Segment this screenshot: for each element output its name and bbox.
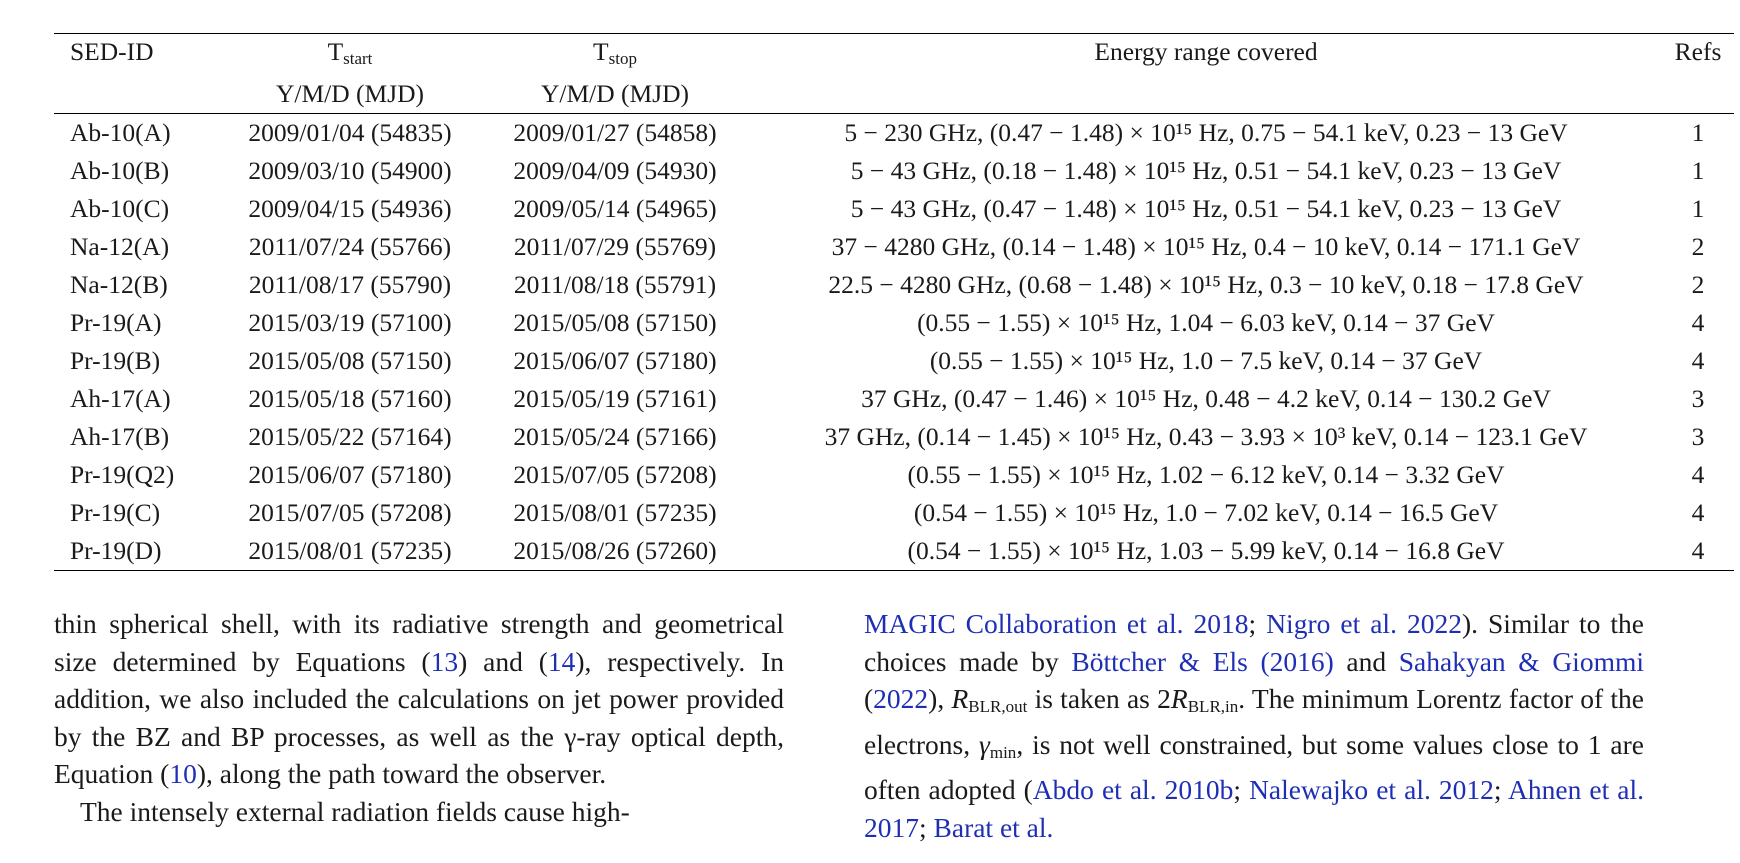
cell-refs: 2 xyxy=(1691,232,1705,261)
cell-refs: 1 xyxy=(1691,156,1705,185)
cell-t-stop: 2015/05/24 (57166) xyxy=(513,422,717,451)
cell-t-stop: 2015/05/19 (57161) xyxy=(513,384,717,413)
cell-t-stop: 2011/07/29 (55769) xyxy=(513,232,717,261)
table-row xyxy=(54,456,1734,494)
table-row xyxy=(54,266,1734,304)
cell-t-start: 2015/08/01 (57235) xyxy=(248,536,452,565)
cell-t-start: 2011/07/24 (55766) xyxy=(248,232,452,261)
left-paragraph-1: thin spherical shell, with its radiative strength and geometrical size determined by Equations (13) and (14), respectively. In addition, we also included the calculations on jet power provided by the BZ and BP processes, as well as the γ-ray optical depth, Equation (10), along the path toward the observer. xyxy=(54,608,784,790)
header-t-stop: $T_{stop}$ xyxy=(593,37,637,68)
cell-sed-id: Ah-17(A) xyxy=(70,384,171,413)
table-row xyxy=(54,304,1734,342)
cell-sed-id: Ab-10(C) xyxy=(70,194,170,223)
cell-t-stop: 2015/07/05 (57208) xyxy=(513,460,717,489)
equation-link-13[interactable]: 13 xyxy=(430,645,459,677)
citation-abdo-2010b[interactable]: Abdo et al. 2010b xyxy=(1032,774,1234,806)
citation-magic-2018[interactable]: MAGIC Collaboration et al. 2018 xyxy=(864,608,1249,639)
cell-t-start: 2015/06/07 (57180) xyxy=(248,460,452,489)
table-body xyxy=(54,114,1734,571)
cell-refs: 1 xyxy=(1691,118,1705,147)
cell-t-stop: 2015/08/26 (57260) xyxy=(513,536,717,565)
cell-energy: 5 − 43 GHz, (0.18 − 1.48) × 10¹⁵ Hz, 0.51 − 54.1 keV, 0.23 − 13 GeV xyxy=(850,156,1562,185)
header-energy: Energy range covered xyxy=(1094,37,1318,66)
cell-refs: 3 xyxy=(1691,384,1705,413)
cell-t-stop: 2011/08/18 (55791) xyxy=(513,270,717,299)
table-row xyxy=(54,380,1734,418)
cell-refs: 3 xyxy=(1691,422,1705,451)
cell-t-stop: 2015/08/01 (57235) xyxy=(513,498,717,527)
cell-sed-id: Ab-10(B) xyxy=(70,156,170,185)
cell-t-stop: 2009/01/27 (54858) xyxy=(513,118,717,147)
cell-energy: 5 − 230 GHz, (0.47 − 1.48) × 10¹⁵ Hz, 0.75 − 54.1 keV, 0.23 − 13 GeV xyxy=(844,118,1568,147)
cell-t-start: 2009/04/15 (54936) xyxy=(248,194,452,223)
table-row xyxy=(54,114,1734,153)
equation-link-10[interactable]: 10 xyxy=(169,758,197,790)
table-bottom-rule xyxy=(54,570,1734,571)
cell-t-stop: 2009/05/14 (54965) xyxy=(513,194,717,223)
cell-t-start: 2009/01/04 (54835) xyxy=(248,118,452,147)
cell-t-start: 2009/03/10 (54900) xyxy=(248,156,452,185)
cell-t-start: 2015/05/18 (57160) xyxy=(248,384,452,413)
table-row xyxy=(54,418,1734,456)
table-row xyxy=(54,152,1734,190)
cell-sed-id: Pr-19(Q2) xyxy=(70,460,175,489)
cell-t-stop: 2015/05/08 (57150) xyxy=(513,308,717,337)
cell-sed-id: Ah-17(B) xyxy=(70,422,170,451)
left-column xyxy=(54,605,784,831)
cell-refs: 4 xyxy=(1691,346,1705,375)
cell-t-start: 2015/05/22 (57164) xyxy=(248,422,452,451)
right-column xyxy=(864,605,1644,847)
citation-bottcher-els-2016[interactable]: Böttcher & Els (2016) xyxy=(1071,645,1334,677)
right-paragraph: MAGIC Collaboration et al. 2018; Nigro et al. 2022). Similar to the choices made by Böttcher & Els (2016) and Sahakyan & Giommi (2022), $R_{BLR,out}$ is taken as $2R_{BLR,in}$. The minimum Lorentz factor of the electrons, $\gamma_{min}$, is not well constrained, but some values close to 1 are often adopted (Abdo et al. 2010b; Nalewajko et al. 2012; Ahnen et al. 2017; Barat et al. xyxy=(864,608,1645,843)
header-stop-format: Y/M/D (MJD) xyxy=(480,77,750,114)
cell-energy: 22.5 − 4280 GHz, (0.68 − 1.48) × 10¹⁵ Hz, 0.3 − 10 keV, 0.18 − 17.8 GeV xyxy=(828,270,1584,299)
table-row xyxy=(54,190,1734,228)
citation-nigro-2022[interactable]: Nigro et al. 2022 xyxy=(1266,608,1462,639)
cell-t-start: 2015/05/08 (57150) xyxy=(248,346,452,375)
cell-sed-id: Pr-19(C) xyxy=(70,498,161,527)
table-row xyxy=(54,494,1734,532)
citation-barat[interactable]: Barat et al. xyxy=(933,811,1054,843)
cell-sed-id: Pr-19(A) xyxy=(70,308,162,337)
cell-energy: (0.55 − 1.55) × 10¹⁵ Hz, 1.0 − 7.5 keV, 0.14 − 37 GeV xyxy=(929,346,1483,375)
cell-sed-id: Pr-19(B) xyxy=(70,346,161,375)
header-refs: Refs xyxy=(1674,37,1722,66)
cell-energy: 37 − 4280 GHz, (0.14 − 1.48) × 10¹⁵ Hz, 0.4 − 10 keV, 0.14 − 171.1 GeV xyxy=(831,232,1581,261)
sed-table xyxy=(54,33,1734,571)
cell-energy: 5 − 43 GHz, (0.47 − 1.48) × 10¹⁵ Hz, 0.51 − 54.1 keV, 0.23 − 13 GeV xyxy=(850,194,1562,223)
table-row xyxy=(54,228,1734,266)
cell-energy: 37 GHz, (0.47 − 1.46) × 10¹⁵ Hz, 0.48 − 4.2 keV, 0.14 − 130.2 GeV xyxy=(861,384,1551,413)
cell-refs: 1 xyxy=(1691,194,1705,223)
cell-energy: (0.54 − 1.55) × 10¹⁵ Hz, 1.03 − 5.99 keV, 0.14 − 16.8 GeV xyxy=(907,536,1505,565)
sed-data-table xyxy=(54,34,1734,570)
citation-nalewajko-2012[interactable]: Nalewajko et al. 2012 xyxy=(1249,774,1494,806)
cell-energy: (0.54 − 1.55) × 10¹⁵ Hz, 1.0 − 7.02 keV, 0.14 − 16.5 GeV xyxy=(913,498,1499,527)
header-t-start: $T_{start}$ xyxy=(327,37,373,68)
cell-t-start: 2011/08/17 (55790) xyxy=(248,270,452,299)
cell-t-stop: 2015/06/07 (57180) xyxy=(513,346,717,375)
cell-energy: (0.55 − 1.55) × 10¹⁵ Hz, 1.04 − 6.03 keV, 0.14 − 37 GeV xyxy=(917,308,1495,337)
left-paragraph-2: The intensely external radiation fields cause high- xyxy=(80,795,630,827)
cell-sed-id: Na-12(B) xyxy=(70,270,168,299)
citation-ahnen-2017[interactable]: Ahnen et al. 2017 xyxy=(864,774,1645,843)
cell-refs: 4 xyxy=(1691,536,1705,565)
cell-refs: 4 xyxy=(1691,308,1705,337)
table-row xyxy=(54,342,1734,380)
citation-sahakyan-giommi[interactable]: Sahakyan & Giommi xyxy=(1398,645,1644,677)
cell-t-start: 2015/03/19 (57100) xyxy=(248,308,452,337)
header-start-format: Y/M/D (MJD) xyxy=(220,77,480,114)
cell-sed-id: Pr-19(D) xyxy=(70,536,162,565)
cell-refs: 4 xyxy=(1691,498,1705,527)
cell-energy: 37 GHz, (0.14 − 1.45) × 10¹⁵ Hz, 0.43 − 3.93 × 10³ keV, 0.14 − 123.1 GeV xyxy=(824,422,1588,451)
citation-year-2022[interactable]: 2022 xyxy=(873,683,929,715)
cell-t-stop: 2009/04/09 (54930) xyxy=(513,156,717,185)
cell-t-start: 2015/07/05 (57208) xyxy=(248,498,452,527)
cell-refs: 4 xyxy=(1691,460,1705,489)
equation-link-14[interactable]: 14 xyxy=(547,645,576,677)
cell-energy: (0.55 − 1.55) × 10¹⁵ Hz, 1.02 − 6.12 keV, 0.14 − 3.32 GeV xyxy=(907,460,1505,489)
cell-sed-id: Ab-10(A) xyxy=(70,118,171,147)
cell-sed-id: Na-12(A) xyxy=(70,232,170,261)
cell-refs: 2 xyxy=(1691,270,1705,299)
table-row xyxy=(54,532,1734,570)
header-sed-id: SED-ID xyxy=(70,37,154,66)
